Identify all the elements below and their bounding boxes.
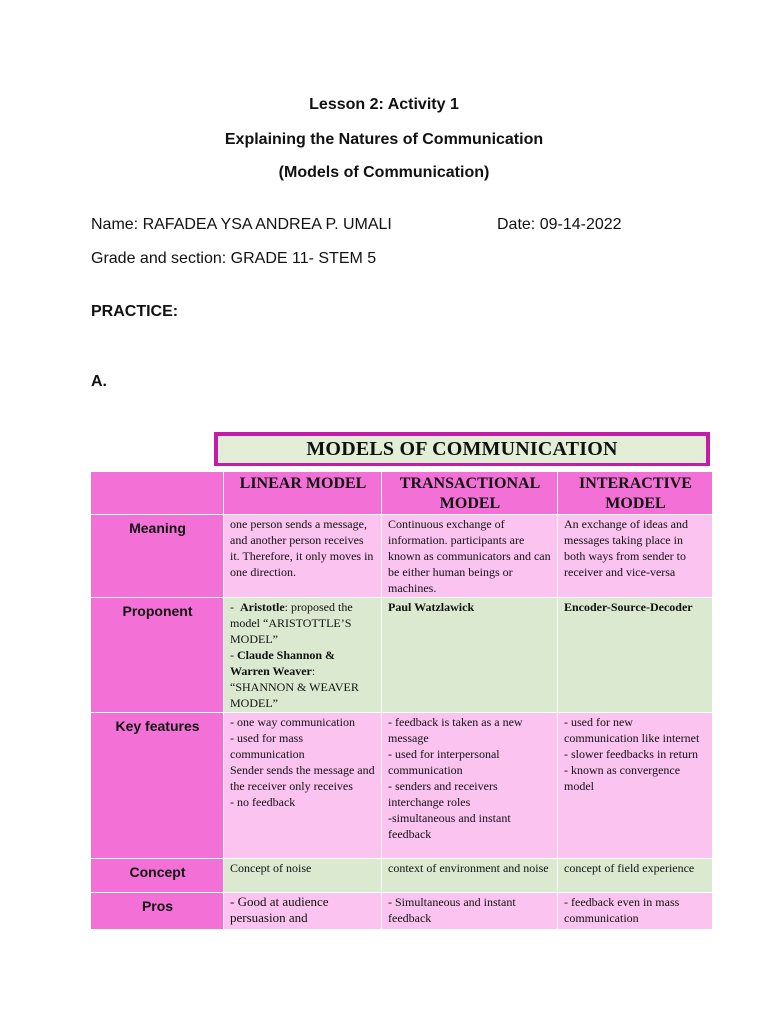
table-row — [91, 515, 713, 598]
features-interactive — [558, 713, 713, 859]
lesson-heading: Lesson 2: Activity 1 — [309, 96, 459, 113]
proponent-aristotle-name: Aristotle — [240, 600, 285, 614]
table-row — [91, 598, 713, 713]
meaning-linear: one person sends a message, and another person receives it. Therefore, it only moves in one direction. — [224, 515, 382, 598]
col-header-interactive: INTERACTIVE MODEL — [558, 472, 713, 515]
proponent-linear-aristotle: - Aristotle: proposed the model “ARISTOTTLE’S MODEL” — [230, 600, 353, 646]
list-item: Sender sends the message and the receiver only receives — [230, 763, 375, 793]
pros-transactional: - Simultaneous and instant feedback — [382, 893, 558, 930]
meaning-transactional: Continuous exchange of information. participants are known as communicators and can be either human beings or machines. — [382, 515, 558, 598]
proponent-aristotle-detail: : proposed the model “ARISTOTTLE’S MODEL” — [230, 600, 353, 646]
practice-label: PRACTICE: — [91, 303, 179, 320]
page-title: Explaining the Natures of Communication — [224, 131, 544, 148]
student-name: Name: RAFADEA YSA ANDREA P. UMALI — [91, 216, 392, 233]
proponent-linear — [224, 598, 382, 713]
grade-section: Grade and section: GRADE 11- STEM 5 — [91, 250, 377, 267]
concept-transactional: context of environment and noise — [382, 859, 558, 893]
proponent-transactional: Paul Watzlawick — [382, 598, 558, 713]
list-item: - feedback is taken as a new message — [388, 715, 523, 745]
concept-linear: Concept of noise — [224, 859, 382, 893]
proponent-interactive: Encoder-Source-Decoder — [558, 598, 713, 713]
list-item: - senders and receivers interchange roles — [388, 779, 498, 809]
list-item: - one way communication — [230, 715, 355, 729]
proponent-shannon-name: Claude Shannon & Warren Weaver — [230, 648, 336, 678]
models-table — [90, 471, 713, 930]
list-item: - no feedback — [230, 795, 296, 809]
row-label-proponent: Proponent — [91, 598, 224, 713]
features-transactional — [382, 713, 558, 859]
list-item: - used for new communication like internet — [564, 715, 700, 745]
row-label-key-features: Key features — [91, 713, 224, 859]
section-label: A. — [91, 373, 107, 390]
list-item: - used for mass communication — [230, 731, 305, 761]
proponent-linear-shannon: - Claude Shannon & Warren Weaver: “SHANNON & WEAVER MODEL” — [230, 648, 359, 710]
pros-interactive: - feedback even in mass communication — [558, 893, 713, 930]
list-item: -simultaneous and instant feedback — [388, 811, 511, 841]
row-label-meaning: Meaning — [91, 515, 224, 598]
table-title: MODELS OF COMMUNICATION — [218, 436, 706, 463]
table-row — [91, 713, 713, 859]
list-item: - used for interpersonal communication — [388, 747, 500, 777]
col-header-transactional: TRANSACTIONAL MODEL — [382, 472, 558, 515]
submission-date: Date: 09-14-2022 — [497, 216, 622, 233]
page-subtitle: (Models of Communication) — [278, 164, 490, 181]
proponent-shannon-detail: : “SHANNON & WEAVER MODEL” — [230, 664, 359, 710]
table-title-box — [214, 432, 710, 466]
header-corner — [91, 472, 224, 515]
list-item: - slower feedbacks in return — [564, 747, 698, 761]
table-row — [91, 859, 713, 893]
table-header-row — [91, 472, 713, 515]
concept-interactive: concept of field experience — [558, 859, 713, 893]
meaning-interactive: An exchange of ideas and messages taking place in both ways from sender to receiver and vice-versa — [558, 515, 713, 598]
row-label-concept: Concept — [91, 859, 224, 893]
list-item: - known as convergence model — [564, 763, 681, 793]
features-linear — [224, 713, 382, 859]
row-label-pros: Pros — [91, 893, 224, 930]
pros-linear: - Good at audience persuasion and — [224, 893, 382, 930]
table-row — [91, 893, 713, 930]
col-header-linear: LINEAR MODEL — [224, 472, 382, 515]
